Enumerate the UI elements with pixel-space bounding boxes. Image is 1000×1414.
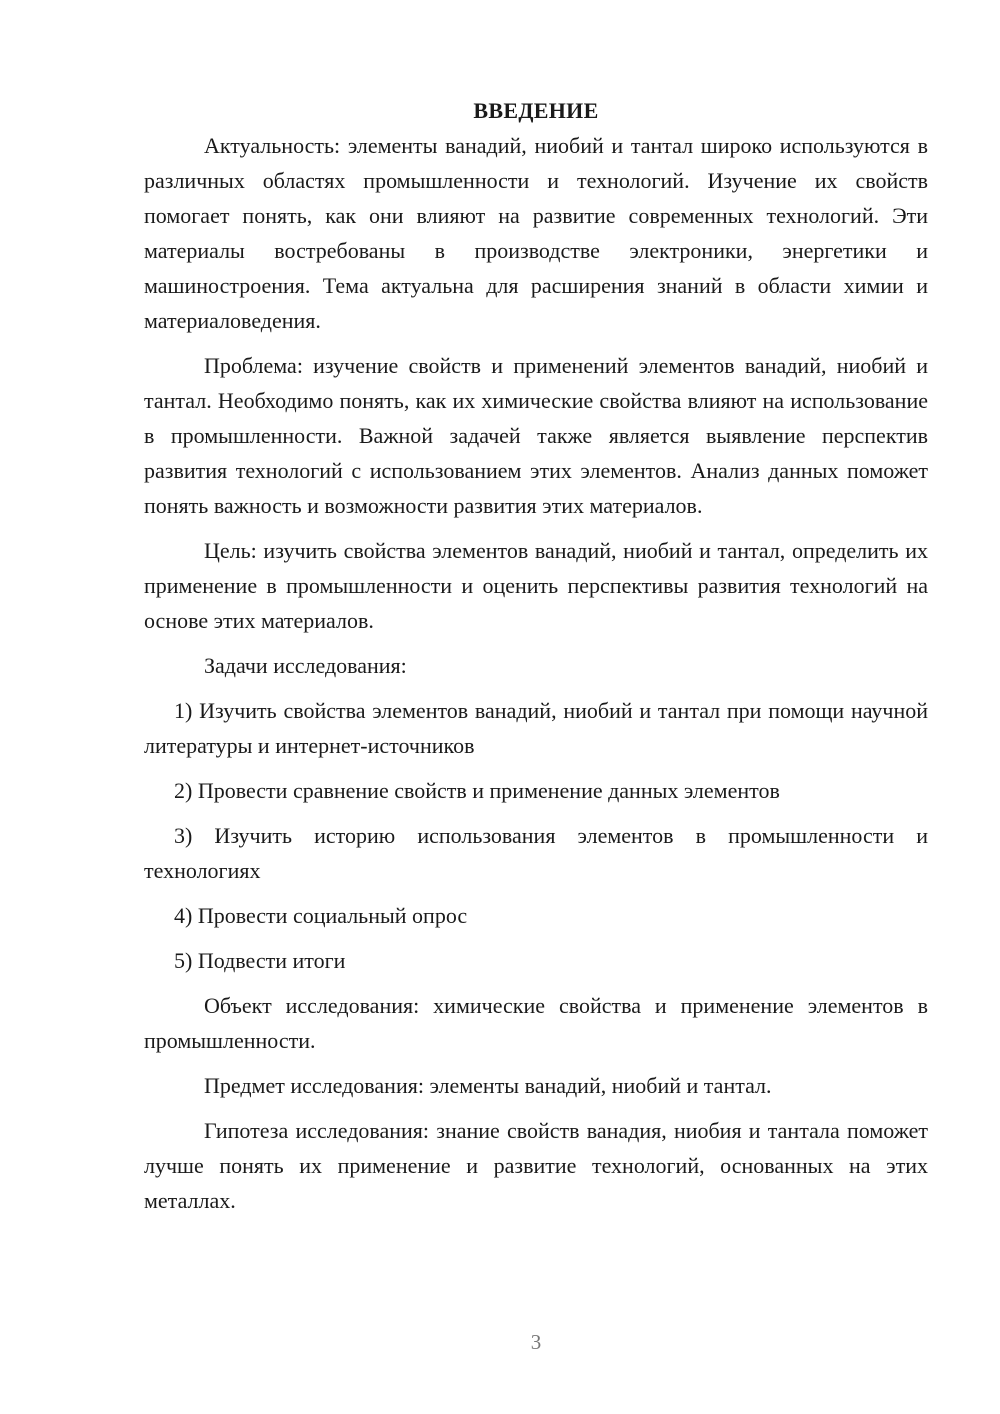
document-page: [144, 93, 928, 1218]
task-item-1: 1) Изучить свойства элементов ванадий, ниобий и тантал при помощи научной литературы и интернет-источников: [144, 698, 928, 758]
hypothesis-paragraph: Гипотеза исследования: знание свойств ванадия, ниобия и тантала поможет лучше понять их применение и развитие технологий, основанных на этих металлах.: [144, 1118, 928, 1213]
task-item-5: 5) Подвести итоги: [174, 948, 346, 973]
task-item-3: 3) Изучить историю использования элементов в промышленности и технологиях: [144, 823, 928, 883]
task-item-2: 2) Провести сравнение свойств и применение данных элементов: [174, 778, 780, 803]
task-item-4: 4) Провести социальный опрос: [174, 903, 468, 928]
tasks-heading: Задачи исследования:: [204, 653, 407, 678]
relevance-paragraph: Актуальность: элементы ванадий, ниобий и тантал широко используются в различных областях промышленности и технологий. Изучение их свойств помогает понять, как они влияют на развитие современных технологий. Эти материалы востребованы в производстве электроники, энергетики и машиностроения. Тема актуальна для расширения знаний в области химии и материаловедения.: [144, 133, 928, 333]
page-number: 3: [530, 1330, 542, 1354]
goal-paragraph: Цель: изучить свойства элементов ванадий, ниобий и тантал, определить их применение в промышленности и оценить перспективы развития технологий на основе этих материалов.: [144, 538, 928, 633]
subject-paragraph: Предмет исследования: элементы ванадий, ниобий и тантал.: [204, 1073, 772, 1098]
problem-paragraph: Проблема: изучение свойств и применений элементов ванадий, ниобий и тантал. Необходимо понять, как их химические свойства влияют на использование в промышленности. Важной задачей также является выявление перспектив развития технологий с использованием этих элементов. Анализ данных поможет понять важность и возможности развития этих материалов.: [144, 353, 928, 518]
object-paragraph: Объект исследования: химические свойства и применение элементов в промышленности.: [144, 993, 928, 1053]
page-title: ВВЕДЕНИЕ: [473, 98, 599, 123]
